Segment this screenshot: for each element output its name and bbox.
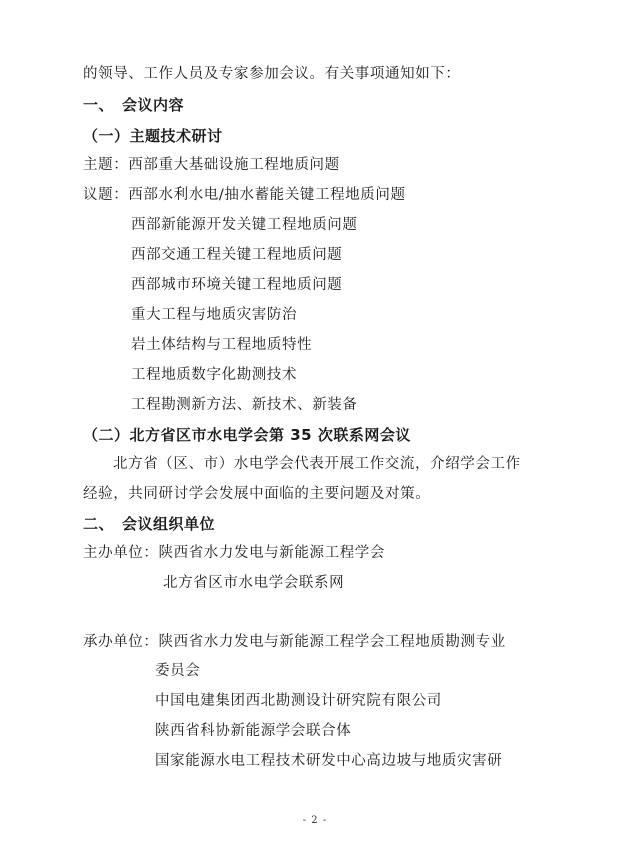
issue-item: 工程勘测新方法、新技术、新装备 [131,397,358,413]
issue-item: 西部新能源开发关键工程地质问题 [131,217,358,233]
issue-item: 岩土体结构与工程地质特性 [131,337,313,353]
paragraph-line: 经验，共同研讨学会发展中面临的主要问题及对策。 [83,486,431,502]
host-item: 中国电建集团西北勘测设计研究院有限公司 [155,693,442,709]
host-item: 委员会 [155,663,201,679]
topic-line: 主题：西部重大基础设施工程地质问题 [83,157,340,173]
host-line: 承办单位：陕西省水力发电与新能源工程学会工程地质勘测专业 [83,634,506,650]
section-heading-2: 二、 会议组织单位 [83,515,216,533]
organizer-item: 北方省区市水电学会联系网 [163,575,345,591]
issue-item: 西部交通工程关键工程地质问题 [131,247,343,263]
host-item: 国家能源水电工程技术研发中心高边坡与地质灾害研 [155,753,503,769]
subsection-heading-1: （一）主题技术研讨 [83,127,223,145]
issue-item: 工程地质数字化勘测技术 [131,367,298,383]
paragraph-line: 北方省（区、市）水电学会代表开展工作交流，介绍学会工作 [113,456,521,472]
issue-line: 议题：西部水利水电/抽水蓄能关键工程地质问题 [83,187,406,203]
issue-item: 西部城市环境关键工程地质问题 [131,277,343,293]
issue-item: 重大工程与地质灾害防治 [131,307,298,323]
subsection-heading-2: （二）北方省区市水电学会第 35 次联系网会议 [83,426,411,444]
section-heading-1: 一、 会议内容 [83,96,185,114]
organizer-line: 主办单位：陕西省水力发电与新能源工程学会 [83,545,385,561]
intro-line: 的领导、工作人员及专家参加会议。有关事项通知如下： [83,66,461,82]
host-item: 陕西省科协新能源学会联合体 [155,723,352,739]
page-number: - 2 - [302,815,328,826]
